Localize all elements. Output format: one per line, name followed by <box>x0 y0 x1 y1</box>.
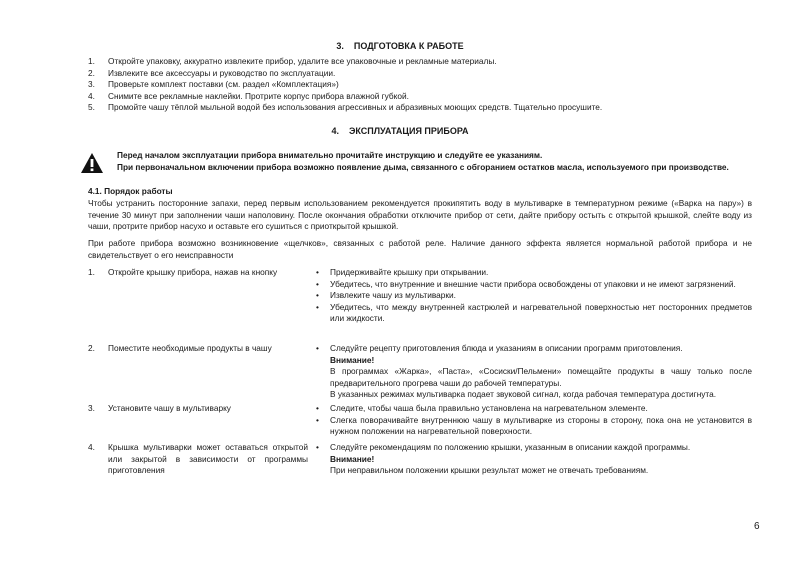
intro-paragraph-2: При работе прибора возможно возникновение «щелчков», связанных с работой реле. Наличие данного эффекта является нормальной работой прибора и не свидетельствует о его неисправности <box>88 238 752 260</box>
preparation-list <box>88 56 748 114</box>
list-item: 2. Извлеките все аксессуары и руководство по эксплуатации. <box>88 67 336 78</box>
page-number: 6 <box>754 521 760 532</box>
intro-paragraph-1: Чтобы устранить посторонние запахи, перед первым использованием рекомендуется прокипятить воду в мультиварке в температурном режиме («Варка на пару») в течение 30 минут при заполнении чаши наполовину. После окончания обработки отключите прибор от сети, дайте прибору остыть с открытой крышкой, слейте воду из чаши, протрите прибор насухо и оставьте его сушиться с приоткрытой крышкой. <box>88 198 752 231</box>
list-item: • Убедитесь, что между внутренней кастрюлей и нагревательной поверхностью нет посторонних предметов или жидкости. <box>316 301 752 323</box>
list-item: 4. Снимите все рекламные наклейки. Протрите корпус прибора влажной губкой. <box>88 90 409 101</box>
section-4-heading <box>0 126 800 138</box>
list-item: • Следуйте рецепту приготовления блюда и указаниям в описании программ приготовления. <box>316 343 683 353</box>
step-2-note-2: В указанных режимах мультиварка подает звуковой сигнал, когда рабочая температура достигнута. <box>330 389 717 399</box>
list-item: 5. Промойте чашу тёплой мыльной водой без использования агрессивных и абразивных моющих средств. Тщательно просушите. <box>88 102 603 113</box>
list-item: • Следуйте рекомендациям по положению крышки, указанным в описании каждой программы. <box>316 442 691 452</box>
step-1-details <box>316 267 752 325</box>
warning-line-1: Перед началом эксплуатации прибора внимательно прочитайте инструкцию и следуйте ее указаниям. <box>117 150 543 160</box>
section-4-number: 4. <box>331 126 339 136</box>
step-4-label: 4. Крышка мультиварки может оставаться открытой или закрытой в зависимости от программы приготовления <box>88 442 308 475</box>
attention-label: Внимание! <box>330 453 375 464</box>
step-4-details <box>316 442 752 477</box>
section-3-number: 3. <box>336 41 344 51</box>
warning-icon <box>80 152 104 174</box>
list-item: • Убедитесь, что внутренние и внешние части прибора освобождены от упаковки и не имеют загрязнений. <box>316 278 736 289</box>
list-item: • Извлеките чашу из мультиварки. <box>316 290 456 300</box>
step-2-note-1: В программах «Жарка», «Паста», «Сосиски/Пельмени» помещайте продукты в чашу только после предварительного прогрева чаши до рабочей температуры. <box>330 366 752 388</box>
list-item: • Придерживайте крышку при открывании. <box>316 267 489 277</box>
step-2-label: 2. Поместите необходимые продукты в чашу <box>88 343 272 353</box>
attention-label: Внимание! <box>330 354 375 365</box>
section-4-title: ЭКСПЛУАТАЦИЯ ПРИБОРА <box>348 126 469 136</box>
step-2-details <box>316 343 752 401</box>
section-3-heading <box>0 41 800 53</box>
section-3-title: ПОДГОТОВКА К РАБОТЕ <box>353 41 464 51</box>
list-item: 3. Проверьте комплект поставки (см. раздел «Комплектация») <box>88 79 339 90</box>
warning-line-2: При первоначальном включении прибора возможно появление дыма, связанного с обгоранием остатков масла, используемого при производстве. <box>117 161 729 172</box>
step-3-label: 3. Установите чашу в мультиварку <box>88 403 231 413</box>
warning-text <box>117 150 757 173</box>
step-4-note-1: При неправильном положении крышки результат может не отвечать требованиям. <box>330 465 649 475</box>
subsection-title: 4.1. Порядок работы <box>88 186 173 196</box>
list-item: • Следите, чтобы чаша была правильно установлена на нагревательном элементе. <box>316 403 648 413</box>
step-1-label: 1. Откройте крышку прибора, нажав на кнопку <box>88 267 278 277</box>
step-3-details <box>316 403 752 438</box>
list-item: • Слегка поворачивайте внутреннюю чашу в мультиварке из стороны в сторону, пока она не установится в нужном положении на нагревательной поверхности. <box>316 414 752 436</box>
list-item: 1. Откройте упаковку, аккуратно извлеките прибор, удалите все упаковочные и рекламные материалы. <box>88 56 497 66</box>
